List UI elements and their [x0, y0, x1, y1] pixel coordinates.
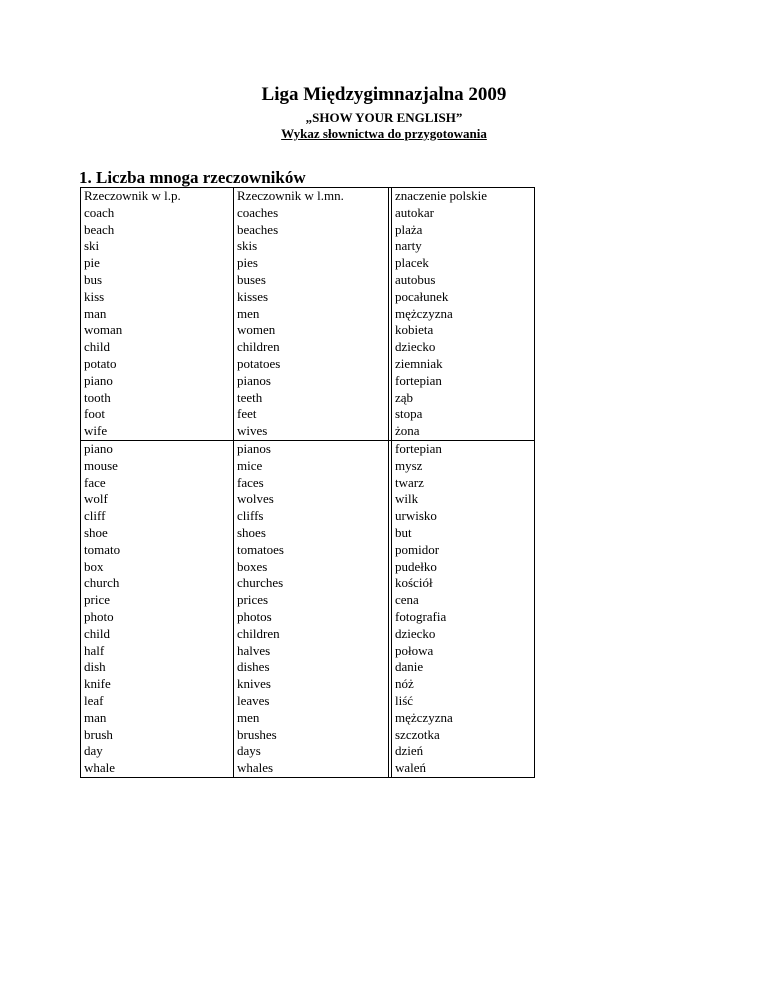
cell-singular: foot [81, 406, 234, 423]
cell-singular: ski [81, 238, 234, 255]
cell-plural: teeth [234, 390, 389, 407]
table-row [81, 475, 535, 492]
cell-singular: bus [81, 272, 234, 289]
table-row [81, 440, 535, 457]
table-row [81, 592, 535, 609]
cell-polish-meaning: twarz [392, 475, 535, 492]
cell-polish-meaning: mężczyzna [392, 306, 535, 323]
cell-polish-meaning: pocałunek [392, 289, 535, 306]
cell-plural: buses [234, 272, 389, 289]
cell-plural: days [234, 743, 389, 760]
cell-polish-meaning: dziecko [392, 339, 535, 356]
cell-polish-meaning: fortepian [392, 373, 535, 390]
table-row [81, 760, 535, 777]
cell-plural: wives [234, 423, 389, 440]
cell-polish-meaning: wilk [392, 491, 535, 508]
table-row [81, 390, 535, 407]
cell-polish-meaning: pomidor [392, 542, 535, 559]
cell-plural: children [234, 339, 389, 356]
table-row [81, 575, 535, 592]
cell-polish-meaning: kościół [392, 575, 535, 592]
table-row [81, 238, 535, 255]
cell-singular: beach [81, 222, 234, 239]
cell-singular: dish [81, 659, 234, 676]
cell-polish-meaning: fortepian [392, 440, 535, 457]
cell-polish-meaning: ząb [392, 390, 535, 407]
section-heading: 1. Liczba mnoga rzeczowników [79, 168, 306, 187]
cell-singular: face [81, 475, 234, 492]
cell-plural: boxes [234, 559, 389, 576]
table-row [81, 406, 535, 423]
cell-plural: halves [234, 643, 389, 660]
cell-singular: day [81, 743, 234, 760]
table-row [81, 255, 535, 272]
cell-polish-meaning: plaża [392, 222, 535, 239]
cell-plural: leaves [234, 693, 389, 710]
cell-polish-meaning: autobus [392, 272, 535, 289]
cell-polish-meaning: połowa [392, 643, 535, 660]
cell-polish-meaning: waleń [392, 760, 535, 777]
cell-plural: pianos [234, 373, 389, 390]
table-row [81, 205, 535, 222]
cell-singular: half [81, 643, 234, 660]
cell-polish-meaning: but [392, 525, 535, 542]
cell-singular: tooth [81, 390, 234, 407]
cell-polish-meaning: mężczyzna [392, 710, 535, 727]
cell-singular: price [81, 592, 234, 609]
cell-plural: knives [234, 676, 389, 693]
cell-singular: cliff [81, 508, 234, 525]
cell-polish-meaning: narty [392, 238, 535, 255]
table-row [81, 289, 535, 306]
table-row [81, 626, 535, 643]
table-row [81, 643, 535, 660]
table-row [81, 356, 535, 373]
table-row [81, 322, 535, 339]
cell-singular: man [81, 710, 234, 727]
cell-polish-meaning: liść [392, 693, 535, 710]
cell-singular: shoe [81, 525, 234, 542]
table-row [81, 710, 535, 727]
table-row [81, 491, 535, 508]
table-row [81, 676, 535, 693]
vocabulary-table [80, 187, 535, 778]
document-subtitle-underlined: Wykaz słownictwa do przygotowania [281, 126, 487, 141]
table-row [81, 727, 535, 744]
cell-plural: faces [234, 475, 389, 492]
cell-singular: box [81, 559, 234, 576]
cell-plural: pies [234, 255, 389, 272]
cell-polish-meaning: danie [392, 659, 535, 676]
cell-plural: beaches [234, 222, 389, 239]
cell-singular: wolf [81, 491, 234, 508]
cell-polish-meaning: dzień [392, 743, 535, 760]
cell-plural: shoes [234, 525, 389, 542]
cell-polish-meaning: autokar [392, 205, 535, 222]
document-title: Liga Międzygimnazjalna 2009 [261, 84, 507, 105]
cell-plural: feet [234, 406, 389, 423]
cell-plural: pianos [234, 440, 389, 457]
cell-singular: woman [81, 322, 234, 339]
cell-singular: pie [81, 255, 234, 272]
cell-plural: men [234, 710, 389, 727]
table-row [81, 508, 535, 525]
table-row [81, 559, 535, 576]
cell-polish-meaning: dziecko [392, 626, 535, 643]
cell-plural: prices [234, 592, 389, 609]
cell-plural: tomatoes [234, 542, 389, 559]
table-row [81, 659, 535, 676]
cell-plural: wolves [234, 491, 389, 508]
cell-plural: whales [234, 760, 389, 777]
table-row [81, 458, 535, 475]
cell-plural: skis [234, 238, 389, 255]
cell-polish-meaning: mysz [392, 458, 535, 475]
cell-plural: coaches [234, 205, 389, 222]
header-plural: Rzeczownik w l.mn. [234, 188, 389, 205]
cell-plural: churches [234, 575, 389, 592]
cell-polish-meaning: urwisko [392, 508, 535, 525]
cell-singular: leaf [81, 693, 234, 710]
table-row [81, 272, 535, 289]
table-row [81, 693, 535, 710]
table-row [81, 609, 535, 626]
cell-polish-meaning: kobieta [392, 322, 535, 339]
cell-singular: kiss [81, 289, 234, 306]
cell-singular: potato [81, 356, 234, 373]
cell-singular: man [81, 306, 234, 323]
cell-singular: church [81, 575, 234, 592]
cell-polish-meaning: nóż [392, 676, 535, 693]
cell-singular: knife [81, 676, 234, 693]
cell-polish-meaning: stopa [392, 406, 535, 423]
cell-polish-meaning: ziemniak [392, 356, 535, 373]
cell-polish-meaning: fotografia [392, 609, 535, 626]
cell-plural: potatoes [234, 356, 389, 373]
cell-plural: mice [234, 458, 389, 475]
cell-singular: tomato [81, 542, 234, 559]
cell-singular: piano [81, 373, 234, 390]
cell-polish-meaning: placek [392, 255, 535, 272]
cell-polish-meaning: pudełko [392, 559, 535, 576]
table-row [81, 542, 535, 559]
cell-singular: wife [81, 423, 234, 440]
cell-plural: brushes [234, 727, 389, 744]
cell-polish-meaning: cena [392, 592, 535, 609]
cell-singular: child [81, 339, 234, 356]
cell-singular: coach [81, 205, 234, 222]
cell-singular: whale [81, 760, 234, 777]
table-row [81, 743, 535, 760]
cell-plural: women [234, 322, 389, 339]
table-row [81, 525, 535, 542]
vocabulary-table-body [81, 188, 535, 778]
cell-plural: dishes [234, 659, 389, 676]
cell-plural: kisses [234, 289, 389, 306]
table-row [81, 222, 535, 239]
cell-polish-meaning: szczotka [392, 727, 535, 744]
table-row [81, 339, 535, 356]
cell-plural: children [234, 626, 389, 643]
cell-polish-meaning: żona [392, 423, 535, 440]
table-row [81, 306, 535, 323]
header-singular: Rzeczownik w l.p. [81, 188, 234, 205]
table-row [81, 373, 535, 390]
table-row [81, 423, 535, 440]
document-subtitle: „SHOW YOUR ENGLISH” [305, 110, 463, 125]
cell-singular: mouse [81, 458, 234, 475]
cell-plural: men [234, 306, 389, 323]
header-polish-meaning: znaczenie polskie [392, 188, 535, 205]
cell-plural: photos [234, 609, 389, 626]
cell-plural: cliffs [234, 508, 389, 525]
cell-singular: piano [81, 440, 234, 457]
table-header-row [81, 188, 535, 205]
cell-singular: photo [81, 609, 234, 626]
cell-singular: child [81, 626, 234, 643]
cell-singular: brush [81, 727, 234, 744]
